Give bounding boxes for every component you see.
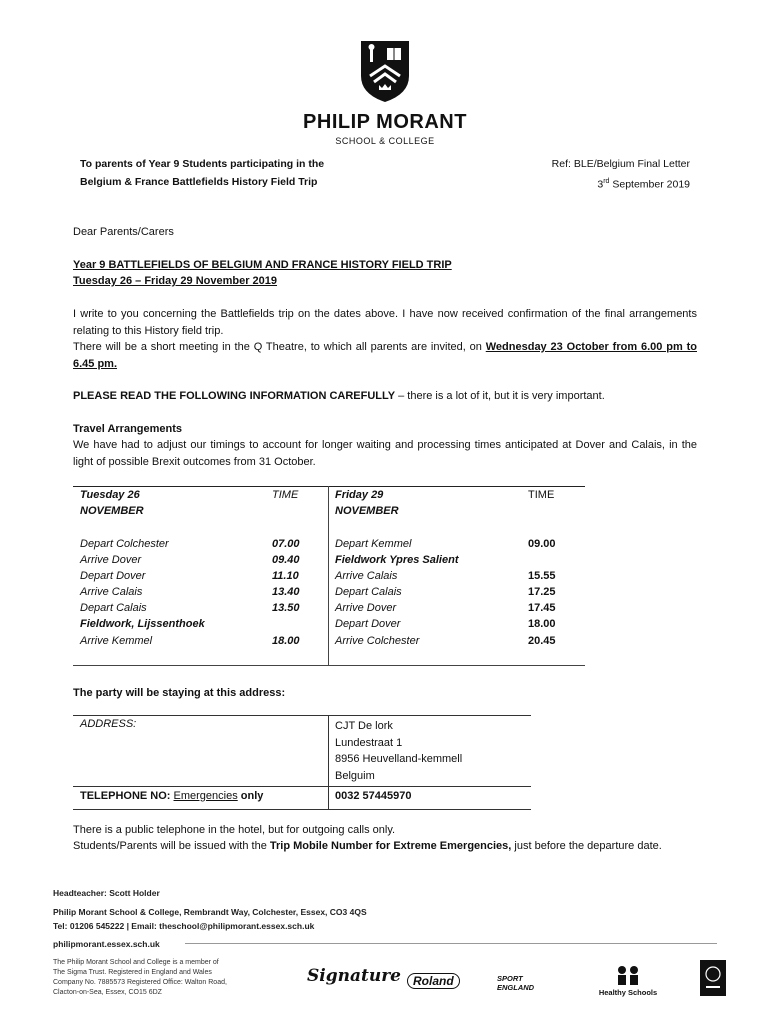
- table-cell-time: 18.00: [528, 618, 556, 630]
- footer-headteacher: Headteacher: Scott Holder: [53, 888, 160, 898]
- paragraph-mobile: Students/Parents will be issued with the Trip Mobile Number for Extreme Emergencies, just before the departure date.: [73, 840, 662, 852]
- table-cell-time: 13.50: [272, 602, 300, 614]
- recipient-block: [80, 155, 324, 191]
- left-day-header: Tuesday 26: [80, 489, 140, 501]
- footer-divider: [185, 943, 717, 944]
- address-table: [73, 715, 531, 810]
- party-heading: The party will be staying at this address:: [73, 687, 286, 699]
- footer-website: philipmorant.essex.sch.uk: [53, 939, 160, 949]
- table-row: Fieldwork Ypres Salient: [335, 554, 459, 566]
- recipient-line-1: To parents of Year 9 Students participating in the: [80, 158, 325, 170]
- table-row: Arrive Dover: [335, 602, 397, 614]
- table-cell-time: 09.40: [272, 554, 300, 566]
- right-time-header: TIME: [528, 489, 555, 501]
- table-cell-time: 09.00: [528, 538, 556, 550]
- award-badge-icon: [700, 960, 726, 996]
- right-month-header: NOVEMBER: [335, 505, 399, 517]
- reference-block: [552, 155, 690, 194]
- people-icon: [615, 965, 641, 985]
- footer-legal: The Philip Morant School and College is a member of The Sigma Trust. Registered in England and Wales Company No. 7885573 Registered Office: Walton Road, Clacton-on-Sea, Essex, CO15 6DZ: [53, 959, 227, 996]
- table-cell-time: 18.00: [272, 635, 300, 647]
- telephone-label: TELEPHONE NO: Emergencies only: [80, 790, 264, 802]
- table-row: Depart Calais: [335, 586, 402, 598]
- table-row: Depart Dover: [335, 618, 401, 630]
- table-row: Depart Calais: [80, 602, 147, 614]
- telephone-value: 0032 57445970: [335, 790, 412, 802]
- recipient-line-2: Belgium & France Battlefields History Field Trip: [80, 176, 318, 188]
- table-row: Arrive Kemmel: [80, 635, 153, 647]
- letter-dates: Tuesday 26 – Friday 29 November 2019: [73, 275, 278, 287]
- table-cell-time: 17.25: [528, 586, 556, 598]
- paragraph-meeting: There will be a short meeting in the Q Theatre, to which all parents are invited, on Wednesday 23 October from 6.00 pm to 6.45 pm.: [73, 341, 697, 370]
- table-row: Arrive Dover: [80, 554, 142, 566]
- travel-table: [73, 486, 585, 666]
- letter-date: 3rd September 2019: [597, 178, 690, 191]
- table-row: Fieldwork, Lijssenthoek: [80, 618, 205, 630]
- sport-england-logo: SPORT ENGLAND: [497, 974, 535, 992]
- address-value: CJT De lork Lundestraat 1 8956 Heuvelland-kemmell Belguim: [335, 720, 463, 782]
- left-time-header: TIME: [272, 489, 299, 501]
- table-cell-time: 15.55: [528, 570, 556, 582]
- paragraph-intro: I write to you concerning the Battlefields trip on the dates above. I have now received confirmation of the final arrangements relating to this History field trip.: [73, 308, 697, 337]
- table-cell-time: 20.45: [528, 635, 556, 647]
- healthy-schools-logo: Healthy Schools: [598, 965, 658, 997]
- footer-contact: Tel: 01206 545222 | Email: theschool@philipmorant.essex.sch.uk: [53, 921, 315, 931]
- footer-address: Philip Morant School & College, Rembrandt Way, Colchester, Essex, CO3 4QS: [53, 907, 367, 917]
- school-crest-logo: [358, 38, 412, 104]
- table-cell-time: 17.45: [528, 602, 556, 614]
- travel-heading: Travel Arrangements: [73, 423, 183, 435]
- table-cell-time: 11.10: [272, 570, 299, 582]
- reference: Ref: BLE/Belgium Final Letter: [551, 158, 690, 170]
- table-cell-time: 07.00: [272, 538, 300, 550]
- table-row: Arrive Calais: [80, 586, 143, 598]
- paragraph-important: PLEASE READ THE FOLLOWING INFORMATION CAREFULLY – there is a lot of it, but it is very important.: [73, 390, 605, 402]
- left-month-header: NOVEMBER: [80, 505, 144, 517]
- travel-text: We have had to adjust our timings to account for longer waiting and processing times anticipated at Dover and Calais, in the light of possible Brexit outcomes from 31 October.: [73, 439, 697, 468]
- letter-title: Year 9 BATTLEFIELDS OF BELGIUM AND FRANCE HISTORY FIELD TRIP: [73, 259, 452, 271]
- table-row: Depart Colchester: [80, 538, 169, 550]
- table-row: Arrive Colchester: [335, 635, 420, 647]
- school-name: PHILIP MORANT: [303, 111, 467, 133]
- school-subtitle: SCHOOL & COLLEGE: [335, 136, 435, 146]
- salutation: Dear Parents/Carers: [73, 226, 174, 238]
- table-row: Arrive Calais: [335, 570, 398, 582]
- signature-logo: Signature: [307, 966, 401, 986]
- table-cell-time: 13.40: [272, 586, 300, 598]
- roland-logo: Roland: [407, 973, 460, 989]
- paragraph-telephone: There is a public telephone in the hotel, but for outgoing calls only.: [73, 824, 396, 836]
- right-day-header: Friday 29: [335, 489, 384, 501]
- table-row: Depart Kemmel: [335, 538, 412, 550]
- address-label: ADDRESS:: [80, 718, 137, 730]
- table-row: Depart Dover: [80, 570, 146, 582]
